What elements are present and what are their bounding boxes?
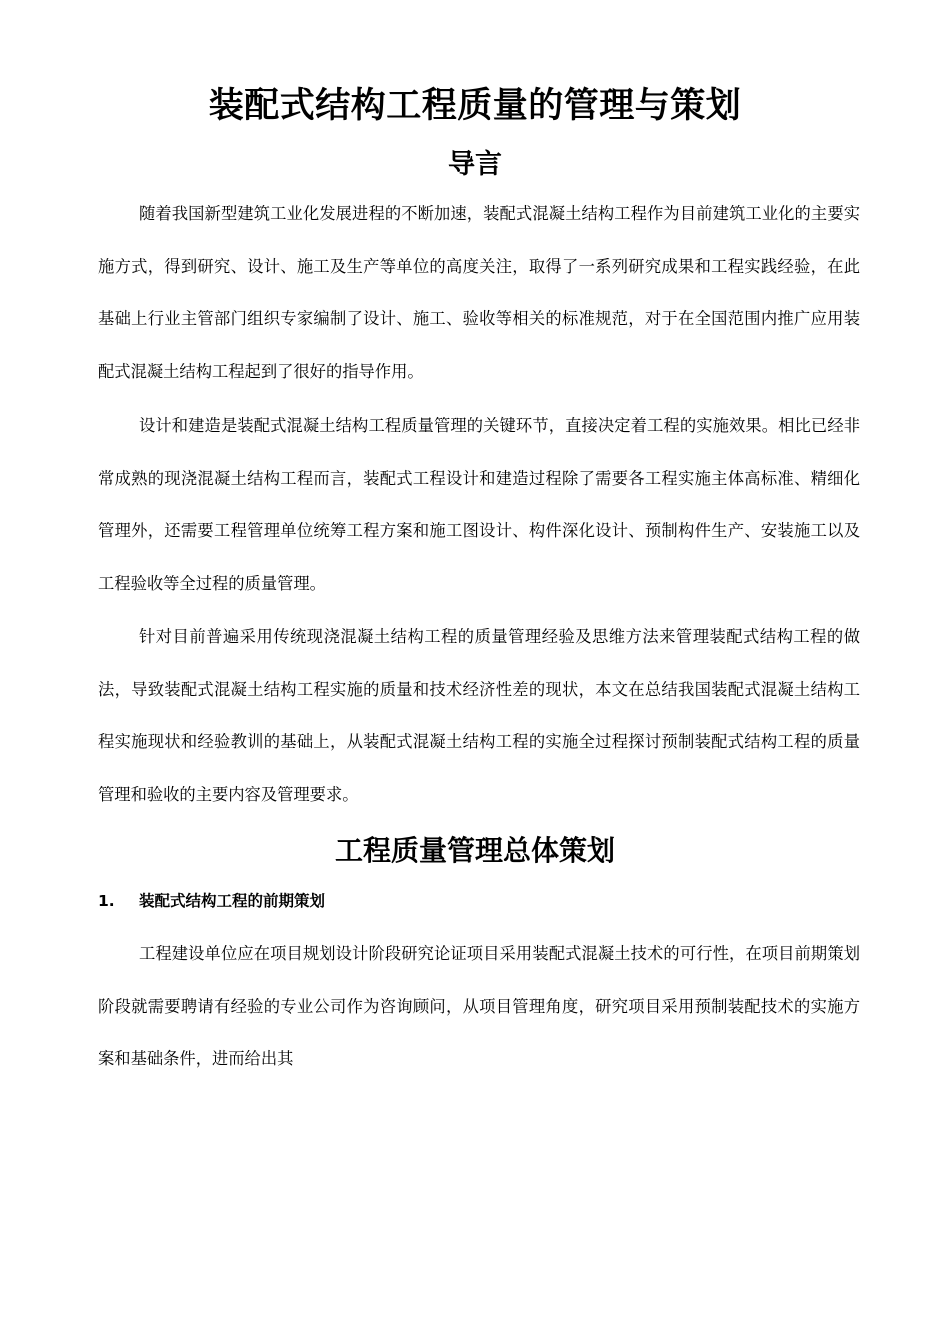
intro-paragraph: 针对目前普遍采用传统现浇混凝土结构工程的质量管理经验及思维方法来管理装配式结构工程的做法，导致装配式混凝土结构工程实施的质量和技术经济性差的现状，本文在总结我国装配式混凝土结构工程实施现状和经验教训的基础上，从装配式混凝土结构工程的实施全过程探讨预制装配式结构工程的质量管理和验收的主要内容及管理要求。 [98,627,860,805]
subsection-number: 1. [98,892,115,910]
section-heading: 工程质量管理总体策划 [334,834,615,867]
intro-heading: 导言 [448,149,502,180]
section-paragraph: 工程建设单位应在项目规划设计阶段研究论证项目采用装配式混凝土技术的可行性，在项目前期策划阶段就需要聘请有经验的专业公司作为咨询顾问，从项目管理角度，研究项目采用预制装配技术的实施方案和基础条件，进而给出其 [98,944,860,1069]
document-title: 装配式结构工程质量的管理与策划 [208,86,742,126]
subsection-heading [98,888,325,914]
intro-paragraph: 设计和建造是装配式混凝土结构工程质量管理的关键环节，直接决定着工程的实施效果。相比已经非常成熟的现浇混凝土结构工程而言，装配式工程设计和建造过程除了需要各工程实施主体高标准、精细化管理外，还需要工程管理单位统筹工程方案和施工图设计、构件深化设计、预制构件生产、安装施工以及工程验收等全过程的质量管理。 [98,416,860,594]
intro-paragraph: 随着我国新型建筑工业化发展进程的不断加速，装配式混凝土结构工程作为目前建筑工业化的主要实施方式，得到研究、设计、施工及生产等单位的高度关注，取得了一系列研究成果和工程实践经验，在此基础上行业主管部门组织专家编制了设计、施工、验收等相关的标准规范，对于在全国范围内推广应用装配式混凝土结构工程起到了很好的指导作用。 [98,204,860,382]
subsection-title: 装配式结构工程的前期策划 [139,892,326,910]
